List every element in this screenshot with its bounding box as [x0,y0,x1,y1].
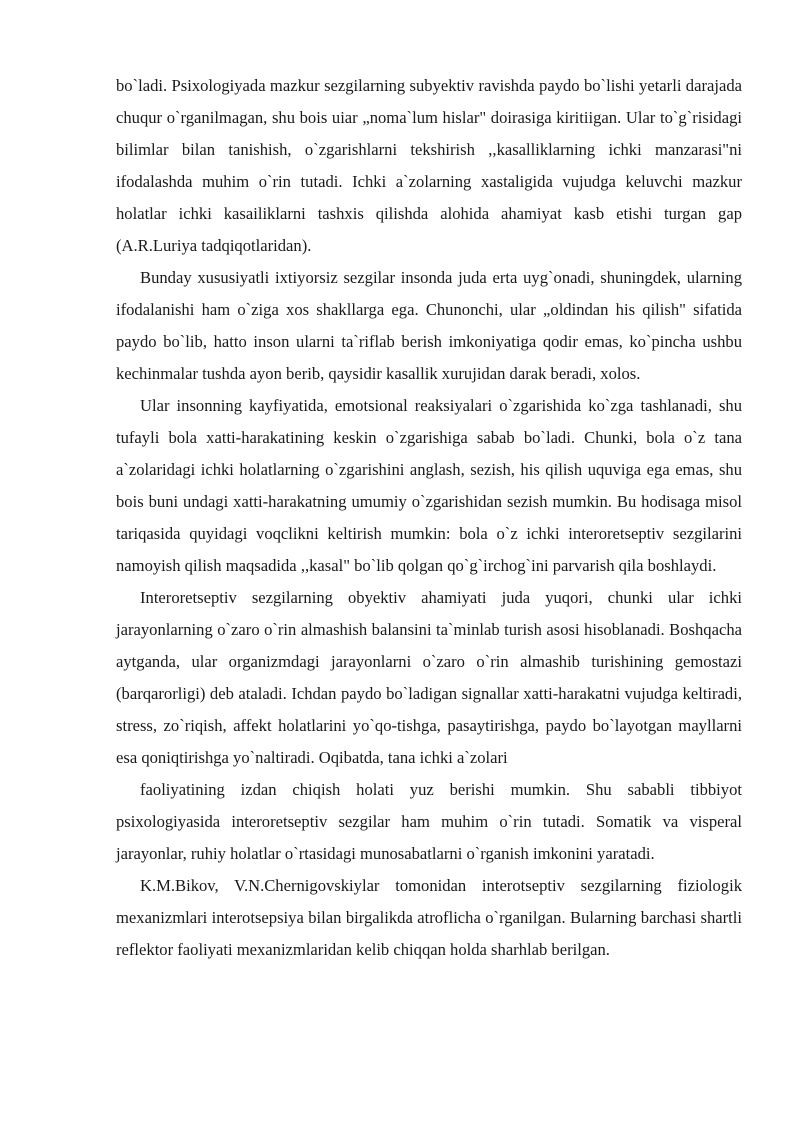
paragraph-3: Ular insonning kayfiyatida, emotsional reaksiyalari o`zgarishida ko`zga tashlanadi, shu tufayli bola xatti-harakatining keskin o`zgarishiga sabab bo`ladi. Chunki, bola o`z tana a`zolaridagi ichki holatlarning o`zgarishini anglash, sezish, his qilish uquviga ega emas, shu bois buni undagi xatti-harakatning umumiy o`zgarishidan sezish mumkin. Bu hodisaga misol tariqasida quyidagi voqclikni keltirish mumkin: bola o`z ichki interoretseptiv sezgilarini namoyish qilish maqsadida ,,kasal" bo`lib qolgan qo`g`irchog`ini parvarish qila boshlaydi. [116,396,742,575]
document-page [116,70,742,966]
paragraph-6: K.M.Bikov, V.N.Chernigovskiylar tomonidan interotseptiv sezgilarning fiziologik mexanizmlari interotsepsiya bilan birgalikda atroflicha o`rganilgan. Bularning barchasi shartli reflektor faoliyati mexanizmlaridan kelib chiqqan holda sharhlab berilgan. [116,876,742,959]
paragraph-5: faoliyatining izdan chiqish holati yuz berishi mumkin. Shu sababli tibbiyot psixologiyasida interoretseptiv sezgilar ham muhim o`rin tutadi. Somatik va visperal jarayonlar, ruhiy holatlar o`rtasidagi munosabatlarni o`rganish imkonini yaratadi. [116,780,742,863]
paragraph-1: bo`ladi. Psixologiyada mazkur sezgilarning subyektiv ravishda paydo bo`lishi yetarli darajada chuqur o`rganilmagan, shu bois uiar „noma`lum hislar" doirasiga kiritiigan. Ular to`g`risidagi bilimlar bilan tanishish, o`zgarishlarni tekshirish ,,kasalliklarning ichki manzarasi"ni ifodalashda muhim o`rin tutadi. Ichki a`zolarning xastaligida vujudga keluvchi mazkur holatlar ichki kasailiklarni tashxis qilishda alohida ahamiyat kasb etishi turgan gap (A.R.Luriya tadqiqotlaridan). [116,76,742,255]
paragraph-4: Interoretseptiv sezgilarning obyektiv ahamiyati juda yuqori, chunki ular ichki jarayonlarning o`zaro o`rin almashish balansini ta`minlab turish asosi hisoblanadi. Boshqacha aytganda, ular organizmdagi jarayonlarni o`zaro o`rin almashib turishining gemostazi (barqarorligi) deb ataladi. Ichdan paydo bo`ladigan signallar xatti-harakatni vujudga keltiradi, stress, zo`riqish, affekt holatlarini yo`qo-tishga, pasaytirishga, paydo bo`layotgan mayllarni esa qoniqtirishga yo`naltiradi. Oqibatda, tana ichki a`zolari [116,588,742,767]
paragraph-2: Bunday xususiyatli ixtiyorsiz sezgilar insonda juda erta uyg`onadi, shuningdek, ularning ifodalanishi ham o`ziga xos shakllarga ega. Chunonchi, ular „oldindan his qilish" sifatida paydo bo`lib, hatto inson ularni ta`riflab berish imkoniyatiga qodir emas, ko`pincha ushbu kechinmalar tushda ayon berib, qaysidir kasallik xurujidan darak beradi, xolos. [116,268,742,383]
